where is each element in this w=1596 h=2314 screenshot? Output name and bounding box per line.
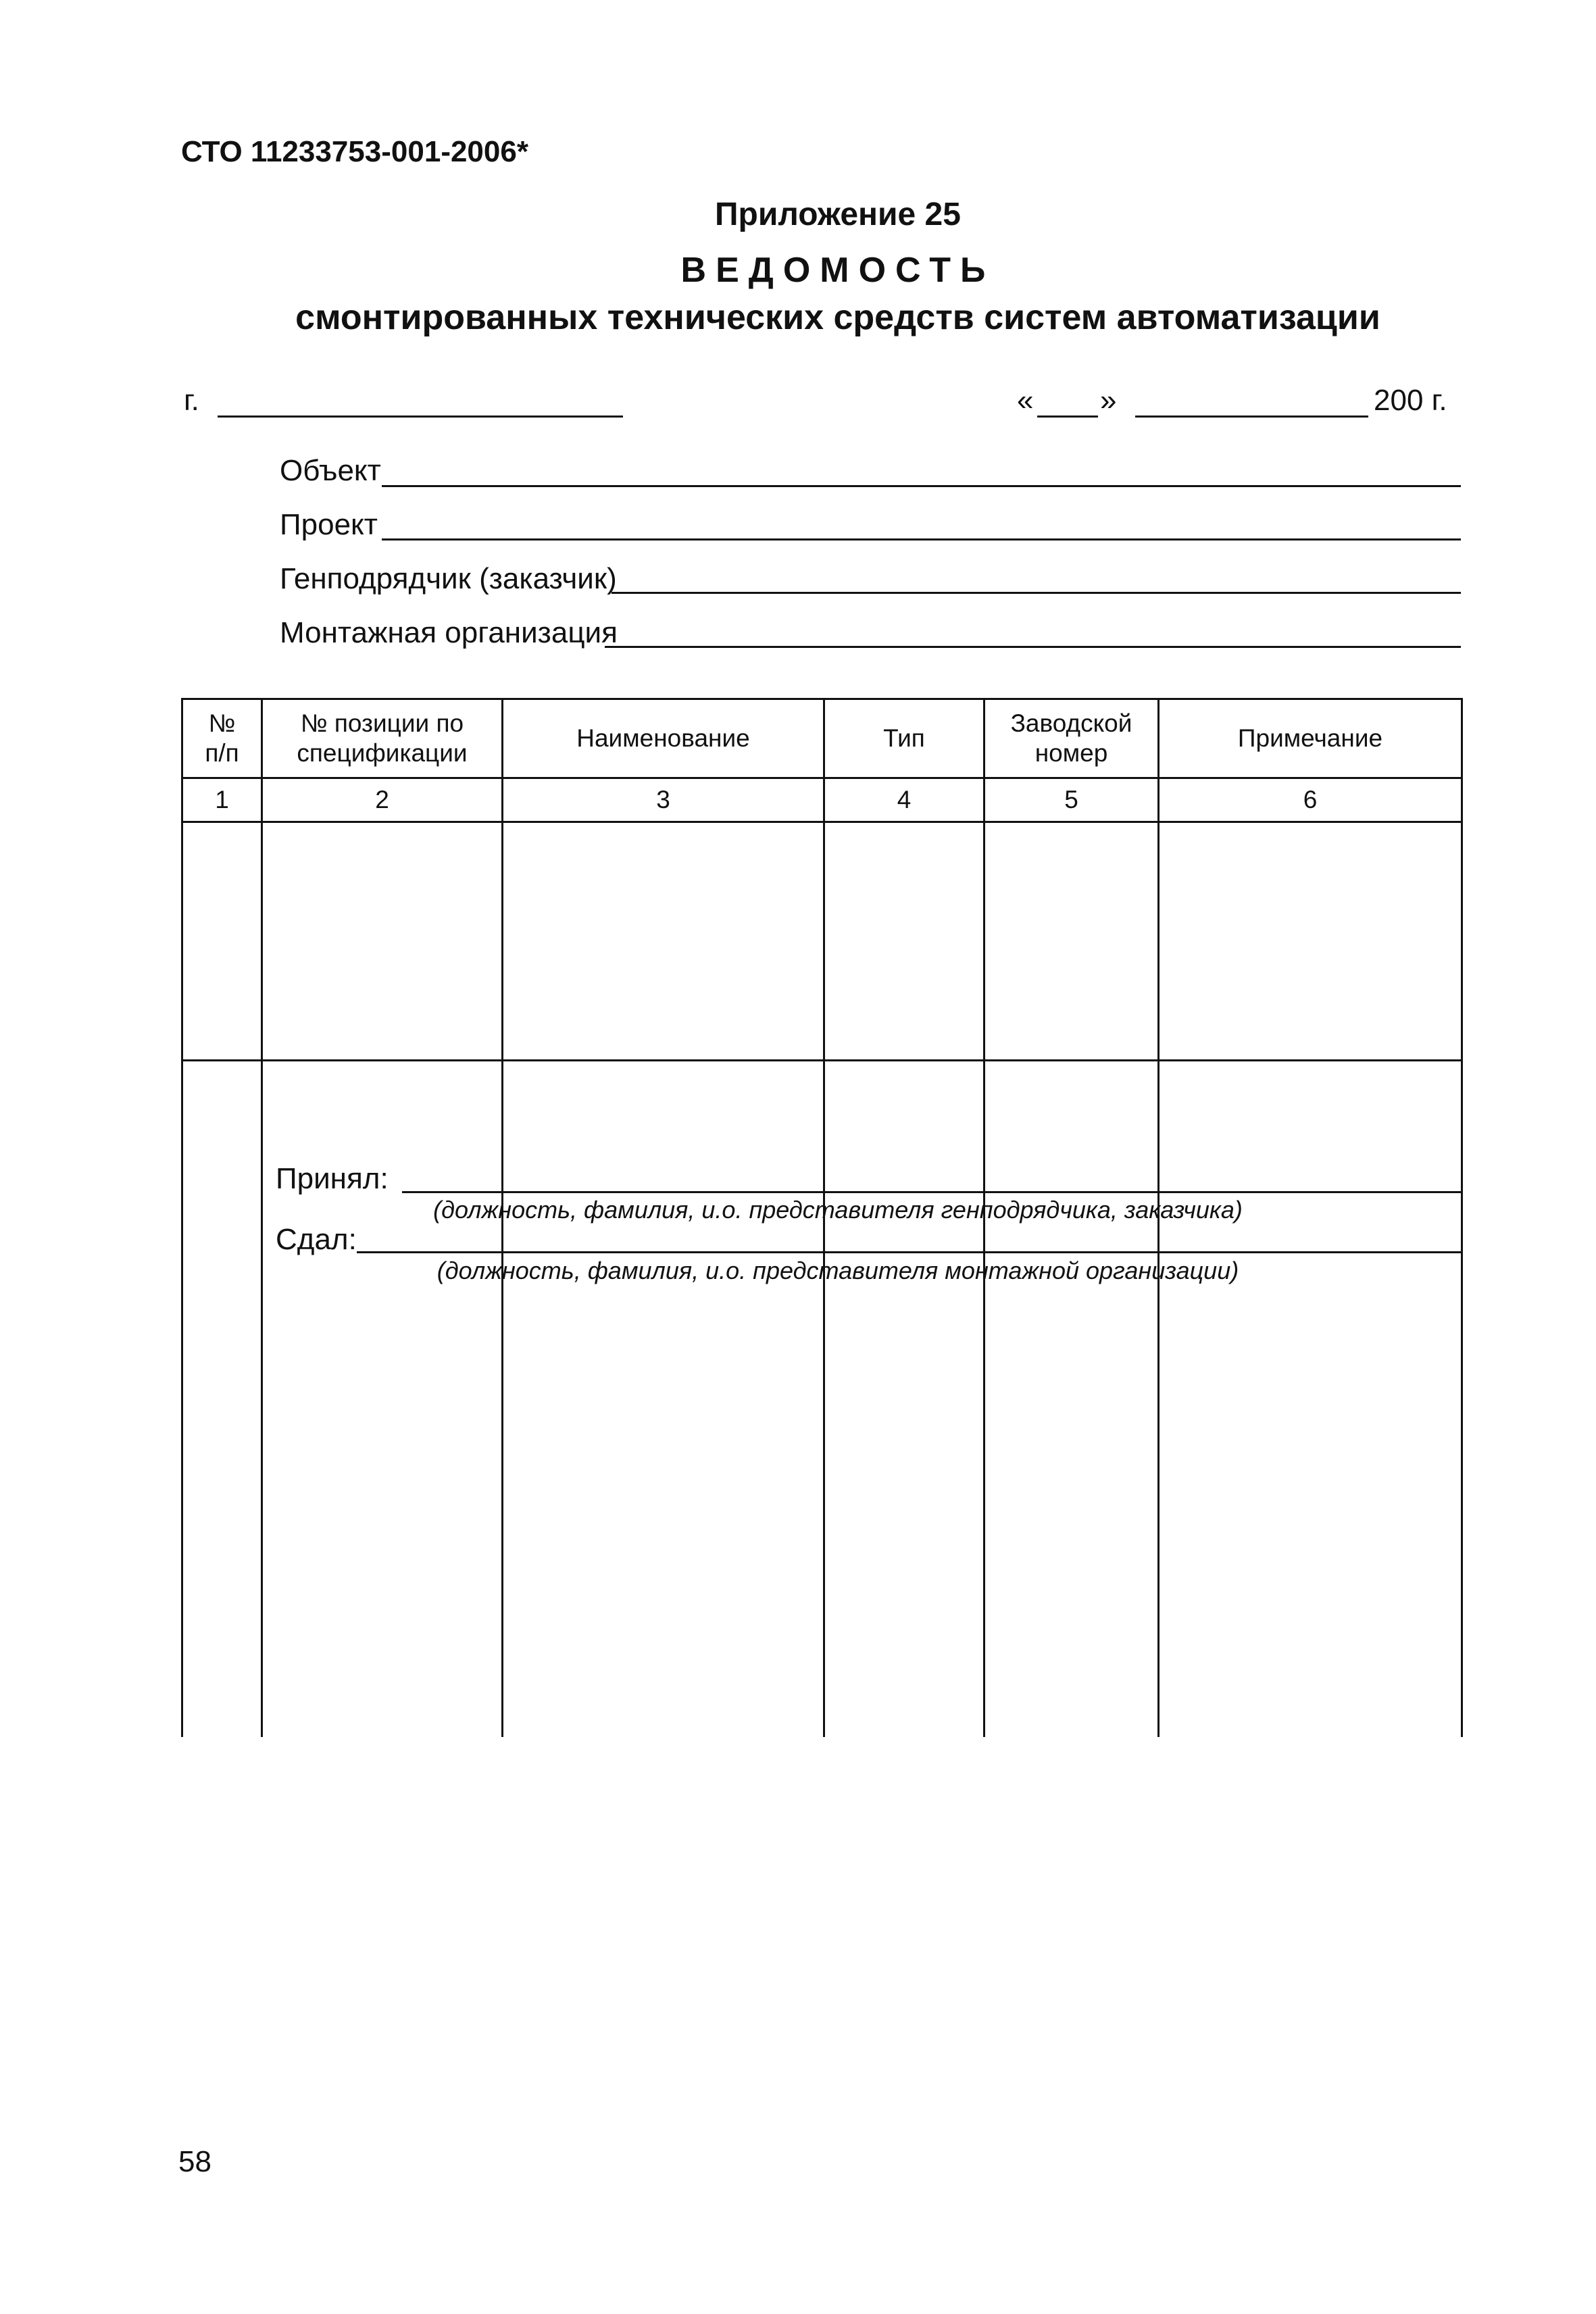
field-label-project: Проект [280, 508, 378, 541]
table-body-cell[interactable] [183, 823, 261, 1059]
field-line-project[interactable] [382, 538, 1461, 540]
table-header-spec-position: № позиции по спецификации [297, 709, 468, 767]
delivered-signature-line[interactable] [357, 1251, 1461, 1253]
field-label-installation-org: Монтажная организация [280, 616, 618, 649]
table-body-cell[interactable] [985, 823, 1157, 1059]
document-subtitle: смонтированных технических средств систем автоматизации [295, 298, 1380, 337]
field-line-general-contractor[interactable] [612, 592, 1461, 594]
document-title: ВЕДОМОСТЬ [680, 251, 995, 290]
table-body-cell[interactable] [503, 823, 823, 1059]
date-quote-open: « [1017, 384, 1034, 417]
table-header-name: Наименование [576, 724, 750, 752]
city-prefix: г. [184, 384, 199, 417]
table-header-note: Примечание [1237, 724, 1383, 752]
table-col-number: 2 [375, 786, 389, 813]
field-line-installation-org[interactable] [605, 646, 1461, 648]
table-header-type: Тип [883, 724, 925, 752]
table-body-cell[interactable] [1159, 823, 1461, 1059]
table-col-number: 1 [215, 786, 229, 813]
accepted-caption: (должность, фамилия, и.о. представителя генподрядчика, заказчика) [433, 1196, 1243, 1224]
table-body-cell[interactable] [263, 823, 501, 1059]
month-field[interactable] [1135, 416, 1368, 418]
page-number: 58 [178, 2145, 211, 2178]
accepted-signature-line[interactable] [402, 1191, 1461, 1193]
appendix-heading: Приложение 25 [715, 197, 961, 232]
delivered-caption: (должность, фамилия, и.о. представителя монтажной организации) [437, 1257, 1239, 1284]
field-line-object[interactable] [382, 485, 1461, 487]
table-header-serial-number: Заводской номер [1010, 709, 1132, 767]
date-quote-close: » [1100, 384, 1117, 417]
table-col-number: 4 [897, 786, 912, 813]
year-suffix: 200 г. [1374, 384, 1447, 417]
field-label-general-contractor: Генподрядчик (заказчик) [280, 562, 617, 595]
table-body-cell[interactable] [825, 823, 983, 1059]
document-code: СТО 11233753-001-2006* [181, 135, 528, 168]
delivered-label: Сдал: [276, 1223, 357, 1256]
table-col-number: 5 [1064, 786, 1078, 813]
table-header-number: № п/п [205, 709, 239, 767]
table-col-number: 3 [656, 786, 670, 813]
city-field[interactable] [218, 416, 623, 418]
table-col-number: 6 [1303, 786, 1318, 813]
field-label-object: Объект [280, 454, 381, 487]
table-border-bottom [181, 1059, 1463, 1061]
day-field[interactable] [1037, 416, 1098, 418]
accepted-label: Принял: [276, 1162, 389, 1195]
